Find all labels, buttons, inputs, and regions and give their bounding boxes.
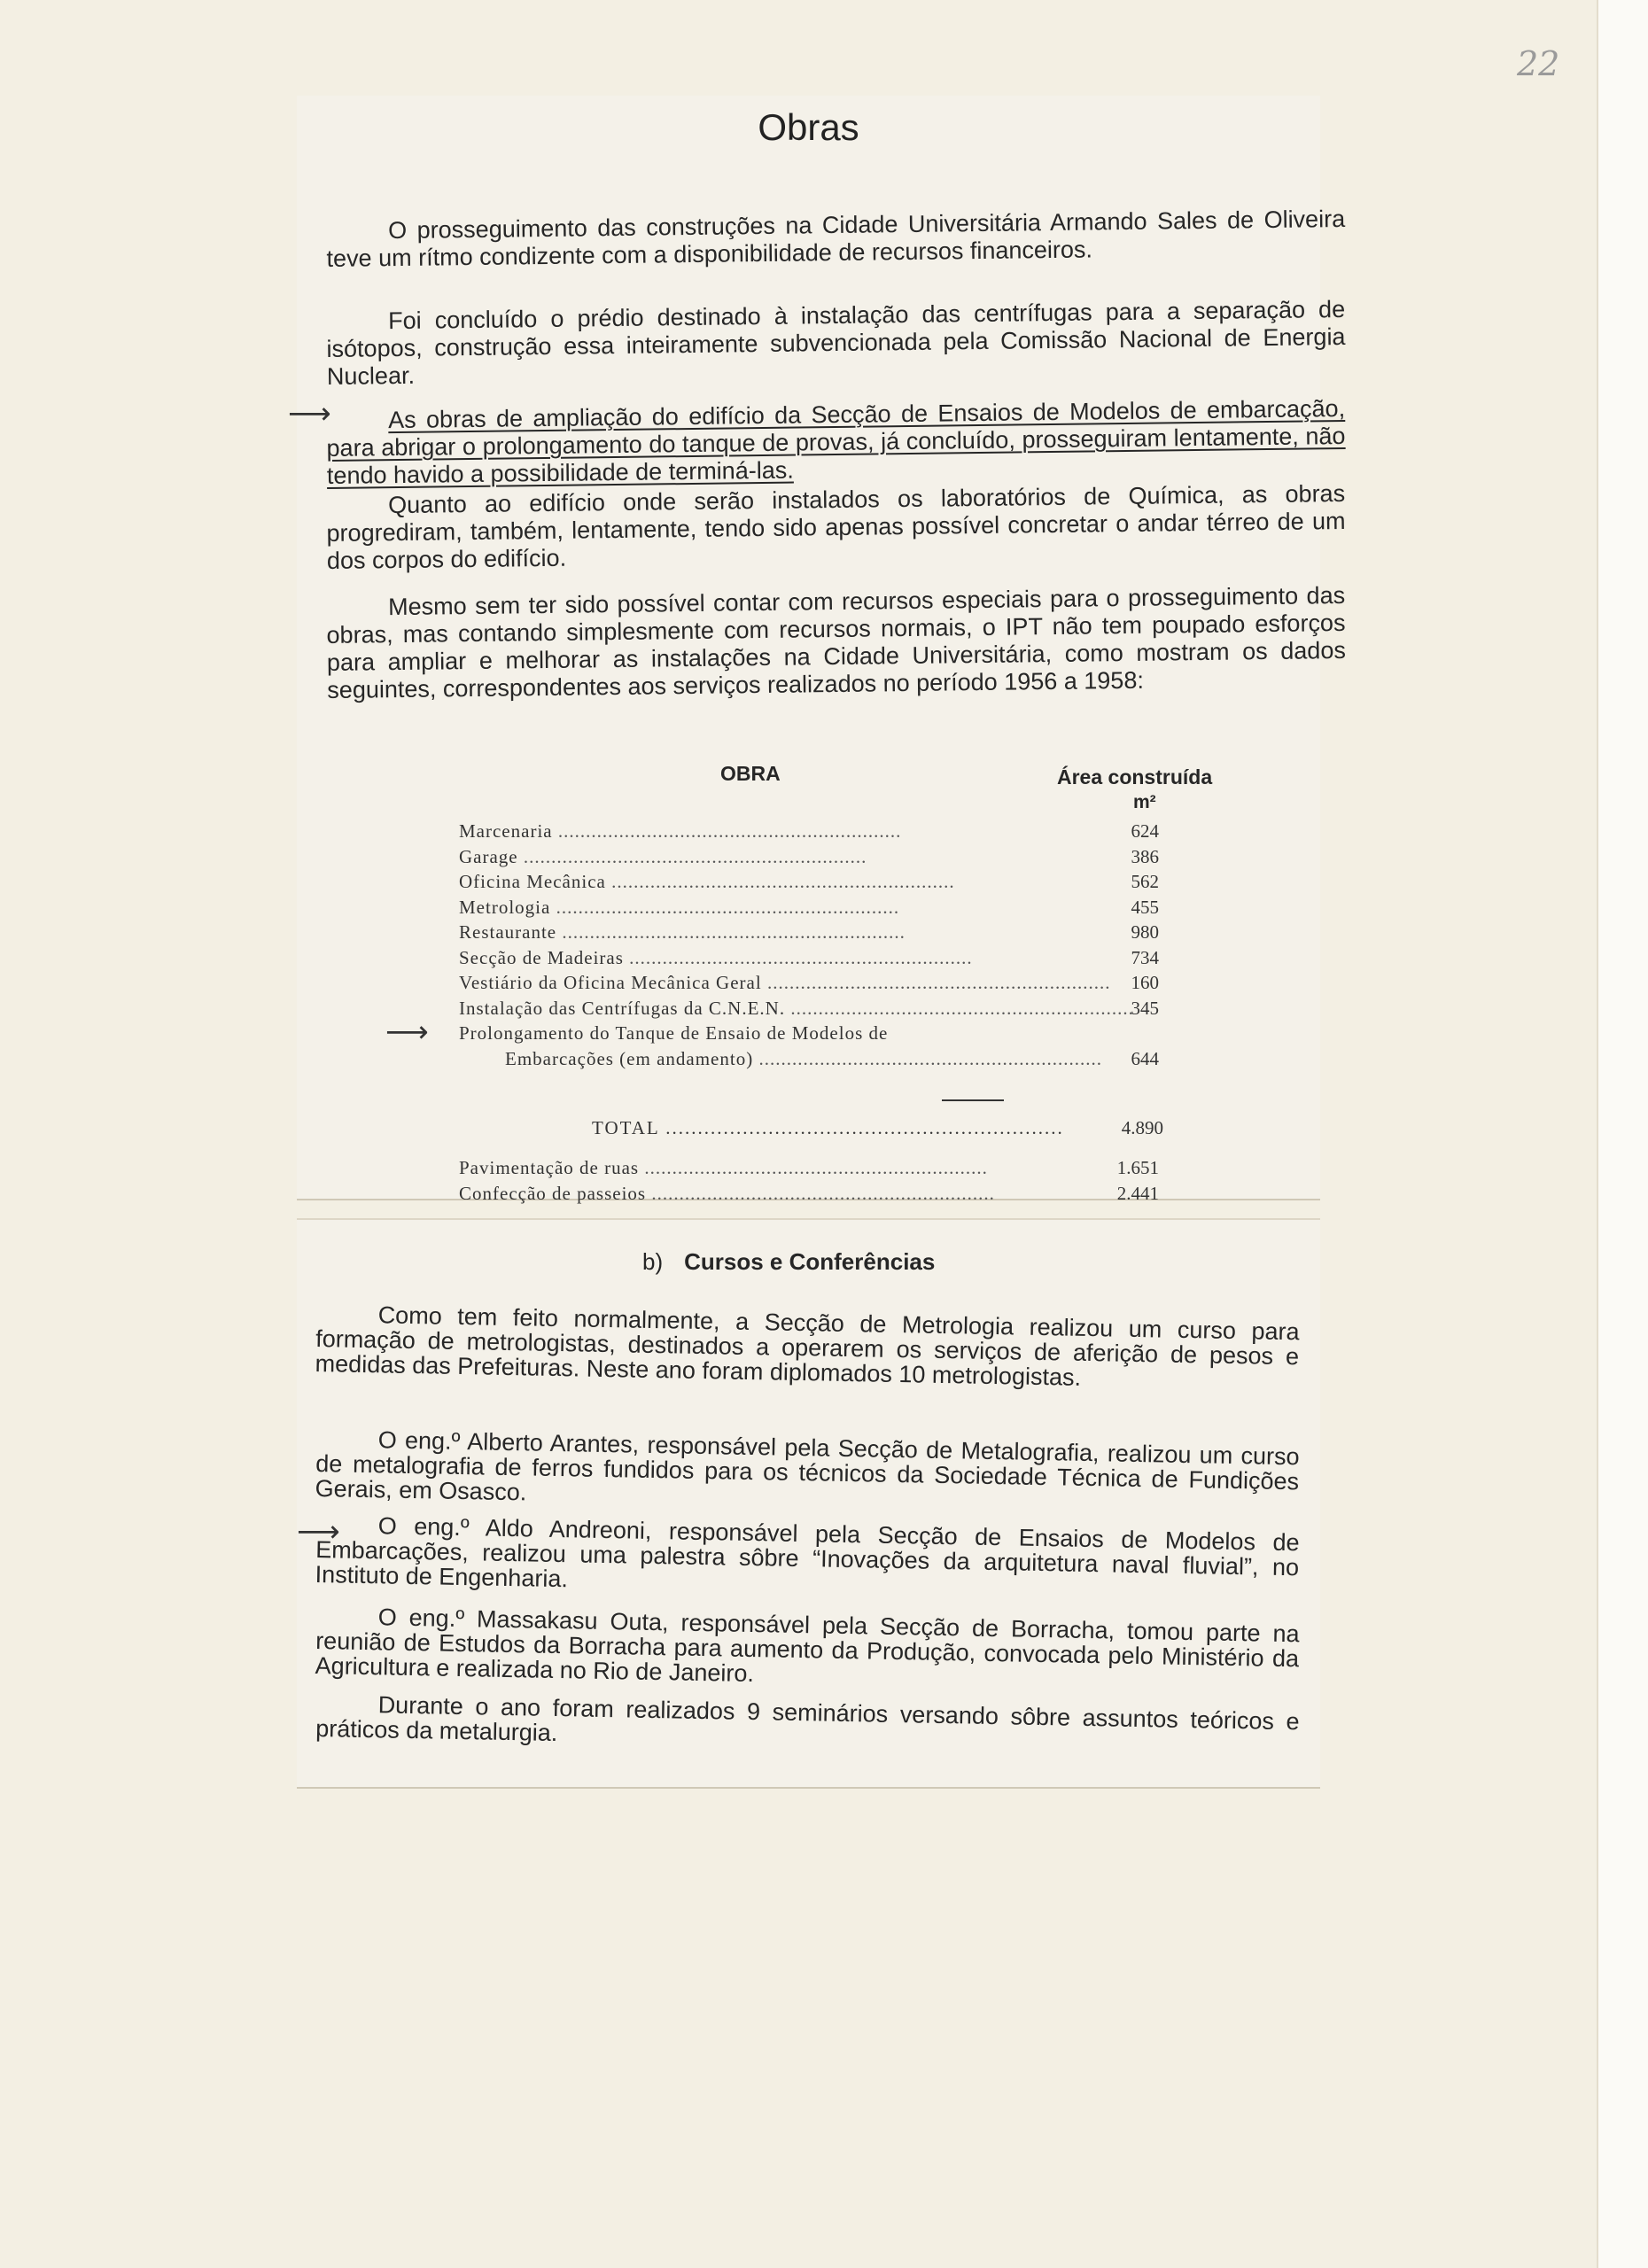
underlined-text: As obras de ampliação do edifício da Secção de Ensaios de Modelos de embarcação, para abrigar o prolongamento do tanque de provas, já concluído, prosseguiram lentamente, não tendo havido a possibilidade de terminá-las.: [326, 394, 1346, 489]
obras-paragraph-2: Foi concluído o prédio destinado à instalação das centrífugas para a separação de isótopos, construção essa inteiramente subvencionada pela Comissão Nacional de Energia Nuclear.: [326, 295, 1346, 390]
table-header-area: Área construída: [1057, 765, 1213, 788]
works-table: [459, 820, 1168, 1073]
table-row: Embarcações (em andamento) .............................................................. 644: [505, 1047, 1159, 1069]
table-header-obra: OBRA: [720, 762, 781, 785]
obras-paragraph-5: Mesmo sem ter sido possível contar com recursos especiais para o prosseguimento das obras, mas contando simplesmente com recursos normais, o IPT não tem poupado esforços para ampliar e melhorar as instalações na Cidade Universitária, como mostram os dados seguintes, correspondentes aos serviços realizados no período 1956 a 1958:: [326, 581, 1347, 703]
table-header-unit: m²: [1133, 792, 1156, 812]
table-total-row: TOTAL .............................................................. 4.890: [592, 1117, 1163, 1138]
cursos-clipping: [297, 1218, 1320, 1789]
table-row: Instalação das Centrífugas da C.N.E.N. .............................................................. 345: [459, 997, 1159, 1019]
cursos-paragraph-5: Durante o ano foram realizados 9 seminários versando sôbre assuntos teóricos e práticos da metalurgia.: [315, 1691, 1300, 1746]
table-row: Restaurante .............................................................. 980: [459, 921, 1159, 943]
cursos-paragraph-3: O eng.º Aldo Andreoni, responsável pela Secção de Ensaios de Modelos de Embarcações, realizou uma palestra sôbre “Inovações da arquitetura naval fluvial”, no Instituto de Engenharia.: [315, 1512, 1300, 1593]
table-row: Pavimentação de ruas .............................................................. 1.651: [459, 1157, 1159, 1178]
obras-paragraph-1: O prosseguimento das construções na Cidade Universitária Armando Sales de Oliveira teve um rítmo condizente com a disponibilidade de recursos financeiros.: [326, 205, 1346, 272]
table-row: Marcenaria .............................................................. 624: [459, 820, 1159, 842]
section-letter: b): [642, 1248, 664, 1275]
extra-works-table: [459, 1157, 1168, 1208]
total-rule: [942, 1099, 1004, 1101]
paper-edge: [1597, 0, 1648, 2268]
obras-paragraph-4: Quanto ao edifício onde serão instalados os laboratórios de Química, as obras progrediram, também, lentamente, tendo sido apenas possível concretar o andar térreo de um dos corpos do edifício.: [326, 479, 1346, 574]
section-title: Obras: [758, 106, 859, 148]
table-row: Confecção de passeios .............................................................. 2.441: [459, 1182, 1159, 1204]
obras-paragraph-3-underlined: [326, 395, 1346, 490]
cursos-heading: [642, 1248, 935, 1276]
table-row: Secção de Madeiras .............................................................. 734: [459, 946, 1159, 968]
cursos-paragraph-2: O eng.º Alberto Arantes, responsável pela Secção de Metalografia, realizou um curso de metalografia de ferros fundidos para os técnicos da Sociedade Técnica de Fundições Gerais, em Osasco.: [315, 1426, 1300, 1506]
table-arrow-icon: ⟶: [385, 1014, 429, 1050]
margin-arrow-icon: ⟶: [297, 1514, 340, 1550]
table-row: Garage .............................................................. 386: [459, 845, 1159, 867]
obras-clipping: [288, 96, 1347, 1204]
table-row: Vestiário da Oficina Mecânica Geral .............................................................. 160: [459, 972, 1159, 993]
cursos-heading-text: Cursos e Conferências: [684, 1248, 936, 1275]
margin-arrow-icon: ⟶: [288, 396, 331, 431]
table-row: Prolongamento do Tanque de Ensaio de Modelos de: [459, 1022, 889, 1044]
table-row: Metrologia .............................................................. 455: [459, 896, 1159, 918]
page-number: 22: [1517, 44, 1560, 83]
table-row: Oficina Mecânica .............................................................. 562: [459, 871, 1159, 892]
cursos-paragraph-4: O eng.º Massakasu Outa, responsável pela Secção de Borracha, tomou parte na reunião de Estudos da Borracha para aumento da Produção, convocada pelo Ministério da Agricultura e realizada no Rio de Janeiro.: [315, 1604, 1300, 1688]
cursos-paragraph-1: Como tem feito normalmente, a Secção de Metrologia realizou um curso para formação de metrologistas, destinados a operarem os serviços de aferição de pesos e medidas das Prefeituras. Neste ano foram diplomados 10 metrologistas.: [315, 1301, 1300, 1391]
